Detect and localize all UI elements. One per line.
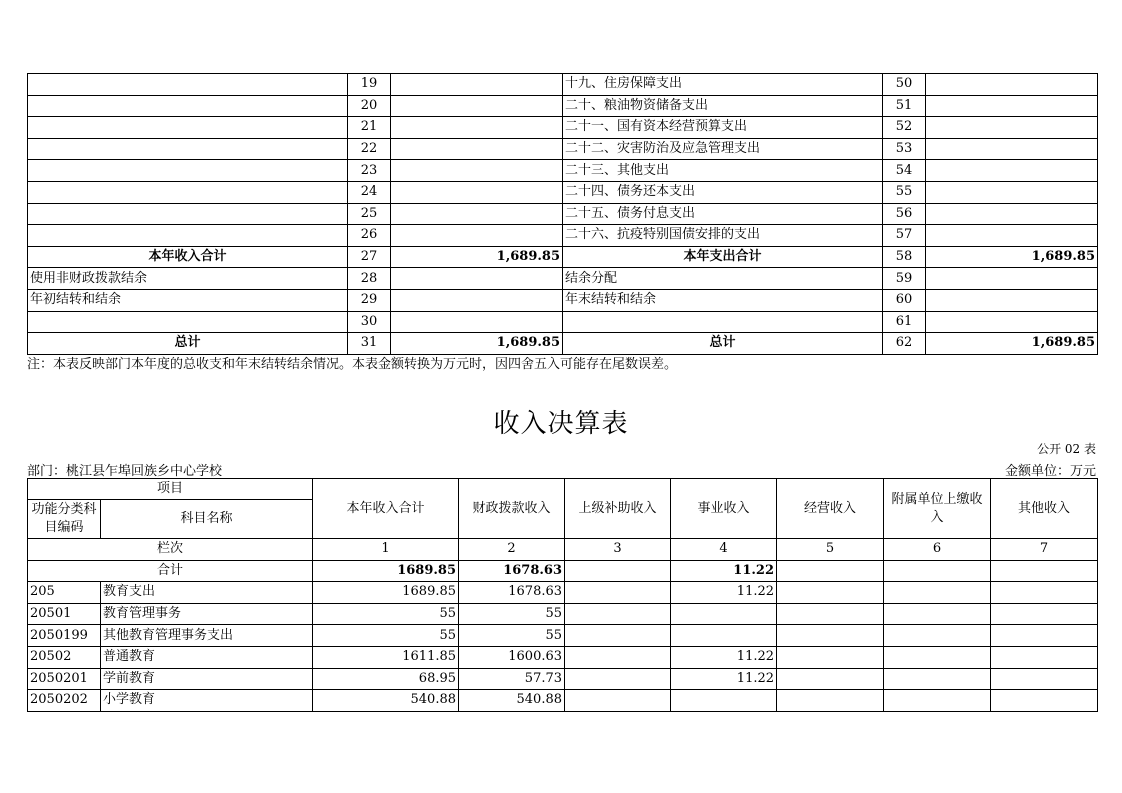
income-value: 55 (459, 625, 565, 647)
header-row-1 (28, 479, 1098, 500)
income-value: 68.95 (313, 668, 459, 690)
income-value (777, 690, 884, 712)
income-value: 1611.85 (313, 646, 459, 668)
total-value-5 (777, 560, 884, 582)
left-amount (391, 181, 563, 203)
left-label (28, 311, 348, 333)
right-label (563, 311, 883, 333)
page-title: 收入决算表 (493, 409, 629, 439)
right-label: 二十三、其他支出 (563, 160, 883, 182)
subject-name: 小学教育 (101, 690, 313, 712)
col-header-1: 本年收入合计 (313, 479, 459, 539)
left-label (28, 225, 348, 247)
right-row-number: 54 (883, 160, 926, 182)
total-value-4: 11.22 (671, 560, 777, 582)
right-row-number: 58 (883, 246, 926, 268)
table-note: 注：本表反映部门本年度的总收支和年末结转结余情况。本表金额转换为万元时，因四舍五入可能存在尾数误差。 (27, 357, 678, 372)
col-header-3: 上级补助收入 (565, 479, 671, 539)
left-label (28, 138, 348, 160)
right-amount (926, 289, 1098, 311)
total-value-3 (565, 560, 671, 582)
left-row-number: 25 (348, 203, 391, 225)
index-num-4: 4 (671, 539, 777, 561)
left-row-number: 29 (348, 289, 391, 311)
income-value (991, 625, 1098, 647)
item-header: 项目 (28, 479, 313, 500)
table-row (28, 117, 1098, 139)
right-amount (926, 181, 1098, 203)
right-label: 二十六、抗疫特别国债安排的支出 (563, 225, 883, 247)
left-row-number: 21 (348, 117, 391, 139)
table-row (28, 289, 1098, 311)
right-row-number: 53 (883, 138, 926, 160)
left-amount (391, 203, 563, 225)
income-value: 540.88 (313, 690, 459, 712)
right-label: 二十四、债务还本支出 (563, 181, 883, 203)
right-amount: 1,689.85 (926, 246, 1098, 268)
table-row (28, 625, 1098, 647)
right-row-number: 57 (883, 225, 926, 247)
right-label: 年末结转和结余 (563, 289, 883, 311)
income-value: 57.73 (459, 668, 565, 690)
index-num-7: 7 (991, 539, 1098, 561)
right-amount (926, 311, 1098, 333)
subject-code: 2050199 (28, 625, 101, 647)
right-amount (926, 117, 1098, 139)
income-value (777, 603, 884, 625)
table-row (28, 95, 1098, 117)
total-value-2: 1678.63 (459, 560, 565, 582)
right-amount: 1,689.85 (926, 333, 1098, 355)
income-value (777, 646, 884, 668)
table-row (28, 668, 1098, 690)
department-label: 部门：桃江县乍埠回族乡中心学校 (27, 464, 223, 479)
income-value (671, 690, 777, 712)
index-label: 栏次 (28, 539, 313, 561)
right-amount (926, 95, 1098, 117)
unit-label: 金额单位：万元 (1004, 464, 1096, 479)
subject-code: 20501 (28, 603, 101, 625)
right-row-number: 50 (883, 74, 926, 96)
right-amount (926, 203, 1098, 225)
right-row-number: 61 (883, 311, 926, 333)
right-label: 二十五、债务付息支出 (563, 203, 883, 225)
right-row-number: 60 (883, 289, 926, 311)
name-col-header: 科目名称 (101, 500, 313, 539)
income-value: 1678.63 (459, 582, 565, 604)
left-amount (391, 117, 563, 139)
table-row (28, 690, 1098, 712)
income-value (991, 603, 1098, 625)
right-amount (926, 225, 1098, 247)
left-row-number: 26 (348, 225, 391, 247)
income-value: 11.22 (671, 668, 777, 690)
right-row-number: 59 (883, 268, 926, 290)
table-row (28, 160, 1098, 182)
table-row (28, 138, 1098, 160)
subject-code: 20502 (28, 646, 101, 668)
income-value (991, 690, 1098, 712)
col-header-6: 附属单位上缴收入 (884, 479, 991, 539)
income-value (565, 646, 671, 668)
table-row (28, 582, 1098, 604)
col-header-2: 财政拨款收入 (459, 479, 565, 539)
subject-name: 其他教育管理事务支出 (101, 625, 313, 647)
income-value (565, 603, 671, 625)
code-col-header: 功能分类科目编码 (28, 500, 101, 539)
col-header-5: 经营收入 (777, 479, 884, 539)
table-row (28, 268, 1098, 290)
income-value (884, 668, 991, 690)
right-amount (926, 160, 1098, 182)
subject-code: 2050201 (28, 668, 101, 690)
index-num-6: 6 (884, 539, 991, 561)
col-header-4: 事业收入 (671, 479, 777, 539)
total-label: 合计 (28, 560, 313, 582)
table-row (28, 311, 1098, 333)
table-row (28, 246, 1098, 268)
income-value (884, 646, 991, 668)
col-header-7: 其他收入 (991, 479, 1098, 539)
right-row-number: 56 (883, 203, 926, 225)
income-value (991, 582, 1098, 604)
table-row (28, 181, 1098, 203)
income-value (565, 625, 671, 647)
left-amount (391, 289, 563, 311)
table-row (28, 203, 1098, 225)
left-label (28, 203, 348, 225)
total-value-7 (991, 560, 1098, 582)
left-row-number: 23 (348, 160, 391, 182)
left-row-number: 22 (348, 138, 391, 160)
table-row (28, 74, 1098, 96)
income-value: 1600.63 (459, 646, 565, 668)
left-label (28, 181, 348, 203)
left-label: 本年收入合计 (28, 246, 348, 268)
income-value (884, 603, 991, 625)
income-value: 11.22 (671, 582, 777, 604)
income-value (565, 690, 671, 712)
income-value (991, 646, 1098, 668)
right-label: 总计 (563, 333, 883, 355)
summary-table (27, 73, 1098, 355)
right-amount (926, 268, 1098, 290)
income-value (884, 690, 991, 712)
left-amount (391, 268, 563, 290)
total-value-1: 1689.85 (313, 560, 459, 582)
left-amount: 1,689.85 (391, 246, 563, 268)
table-row (28, 225, 1098, 247)
left-label: 总计 (28, 333, 348, 355)
index-num-5: 5 (777, 539, 884, 561)
left-amount (391, 225, 563, 247)
left-amount: 1,689.85 (391, 333, 563, 355)
subject-name: 普通教育 (101, 646, 313, 668)
right-label: 二十二、灾害防治及应急管理支出 (563, 138, 883, 160)
left-label (28, 117, 348, 139)
right-label: 结余分配 (563, 268, 883, 290)
income-value (777, 668, 884, 690)
table-code: 公开 02 表 (1037, 442, 1096, 456)
index-num-2: 2 (459, 539, 565, 561)
income-value (884, 625, 991, 647)
table-row (28, 646, 1098, 668)
left-label: 年初结转和结余 (28, 289, 348, 311)
left-row-number: 30 (348, 311, 391, 333)
income-value (565, 582, 671, 604)
left-amount (391, 311, 563, 333)
left-row-number: 20 (348, 95, 391, 117)
right-label: 十九、住房保障支出 (563, 74, 883, 96)
left-label: 使用非财政拨款结余 (28, 268, 348, 290)
right-row-number: 55 (883, 181, 926, 203)
left-row-number: 27 (348, 246, 391, 268)
income-value (671, 625, 777, 647)
right-row-number: 62 (883, 333, 926, 355)
right-amount (926, 74, 1098, 96)
left-amount (391, 95, 563, 117)
income-value: 55 (313, 625, 459, 647)
income-value: 55 (313, 603, 459, 625)
table-row (28, 333, 1098, 355)
income-value: 540.88 (459, 690, 565, 712)
left-row-number: 28 (348, 268, 391, 290)
index-num-1: 1 (313, 539, 459, 561)
income-value (565, 668, 671, 690)
subject-name: 教育支出 (101, 582, 313, 604)
subject-name: 教育管理事务 (101, 603, 313, 625)
index-num-3: 3 (565, 539, 671, 561)
right-row-number: 52 (883, 117, 926, 139)
table-row (28, 603, 1098, 625)
income-value (884, 582, 991, 604)
total-row (28, 560, 1098, 582)
income-value: 1689.85 (313, 582, 459, 604)
income-value (671, 603, 777, 625)
left-label (28, 95, 348, 117)
income-value (777, 582, 884, 604)
right-amount (926, 138, 1098, 160)
subject-code: 2050202 (28, 690, 101, 712)
left-row-number: 24 (348, 181, 391, 203)
income-value: 11.22 (671, 646, 777, 668)
subject-code: 205 (28, 582, 101, 604)
left-label (28, 160, 348, 182)
left-amount (391, 138, 563, 160)
right-label: 二十、粮油物资储备支出 (563, 95, 883, 117)
total-value-6 (884, 560, 991, 582)
left-row-number: 31 (348, 333, 391, 355)
right-label: 本年支出合计 (563, 246, 883, 268)
right-label: 二十一、国有资本经营预算支出 (563, 117, 883, 139)
income-value (777, 625, 884, 647)
left-row-number: 19 (348, 74, 391, 96)
index-row (28, 539, 1098, 561)
left-amount (391, 160, 563, 182)
left-amount (391, 74, 563, 96)
income-value: 55 (459, 603, 565, 625)
income-value (991, 668, 1098, 690)
right-row-number: 51 (883, 95, 926, 117)
left-label (28, 74, 348, 96)
income-table (27, 478, 1098, 712)
subject-name: 学前教育 (101, 668, 313, 690)
